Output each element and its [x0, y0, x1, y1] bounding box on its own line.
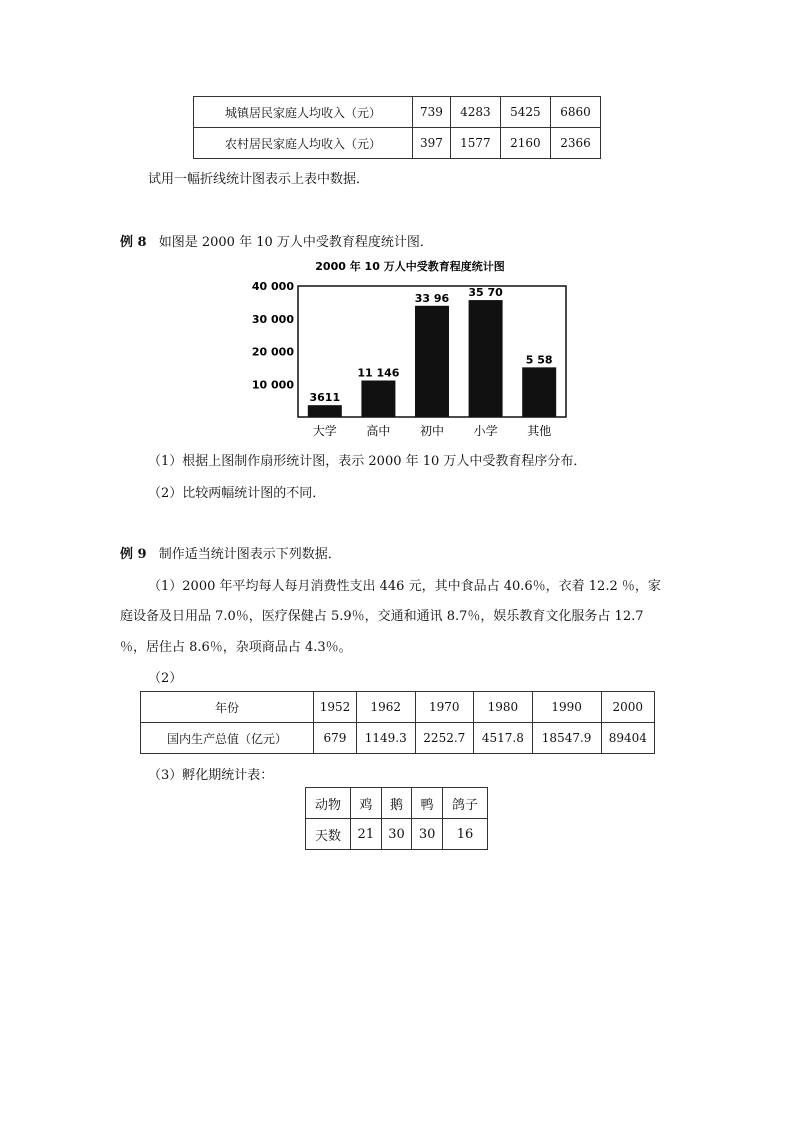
table-cell: 1577: [450, 128, 500, 159]
y-tick-label: 40 000: [251, 280, 294, 293]
x-tick-label: 其他: [527, 424, 552, 438]
table-header: 动物: [306, 788, 351, 819]
bar: [522, 367, 556, 417]
table-header: 鹅: [381, 788, 412, 819]
table-cell: 30: [381, 819, 412, 850]
table-header: 鸽子: [443, 788, 488, 819]
income-table: [193, 96, 601, 159]
bar: [469, 300, 503, 417]
question-2: （2）比较两幅统计图的不同．: [148, 486, 326, 501]
row-label: 农村居民家庭人均收入（元）: [194, 128, 413, 159]
table-header: 1962: [356, 692, 415, 723]
table-header: 1970: [415, 692, 474, 723]
bar: [415, 306, 449, 417]
table-cell: 679: [314, 723, 357, 754]
question-1: （1）根据上图制作扇形统计图，表示 2000 年 10 万人中受教育程序分布．: [148, 454, 587, 469]
table-cell: 6860: [550, 97, 600, 128]
table-cell: 30: [412, 819, 443, 850]
y-tick-label: 10 000: [251, 378, 294, 392]
example-9: [120, 543, 341, 562]
table-cell: 2252.7: [415, 723, 474, 754]
data-label: 11 146: [357, 366, 400, 380]
data-label: 3611: [309, 391, 341, 405]
table-cell: 5425: [500, 97, 550, 128]
table-cell: 4517.8: [474, 723, 533, 754]
bar: [308, 405, 342, 417]
example-tag: 例 8: [120, 235, 147, 250]
table-row: [306, 819, 488, 850]
table-header: 1952: [314, 692, 357, 723]
table-header: 2000: [601, 692, 654, 723]
x-tick-label: 高中: [366, 424, 391, 438]
paragraph-line: （1）2000 年平均每人每月消费性支出 446 元，其中食品占 40.6％，衣着 12.2 ％，家: [148, 579, 661, 594]
table-cell: 1149.3: [356, 723, 415, 754]
data-label: 5 58: [525, 353, 553, 367]
chart-title: 2000 年 10 万人中受教育程度统计图: [315, 260, 505, 273]
table-cell: 4283: [450, 97, 500, 128]
data-label: 35 70: [468, 286, 503, 300]
table-header: 年份: [141, 692, 314, 723]
instruction-line: 试用一幅折线统计图表示上表中数据．: [148, 172, 370, 187]
y-tick-label: 20 000: [251, 345, 294, 359]
table-cell: 2366: [550, 128, 600, 159]
education-bar-chart: [250, 254, 580, 444]
row-label: 国内生产总值（亿元）: [141, 723, 314, 754]
table-row: [194, 97, 601, 128]
table-cell: 18547.9: [532, 723, 601, 754]
paragraph-line: 庭设备及日用品 7.0％，医疗保健占 5.9％，交通和通讯 8.7％，娱乐教育文化服务占 12.7: [120, 609, 644, 624]
example-text: 如图是 2000 年 10 万人中受教育程度统计图．: [158, 235, 433, 250]
example-tag: 例 9: [120, 547, 147, 562]
table-row: [141, 723, 655, 754]
table-row: [194, 128, 601, 159]
table-cell: 89404: [601, 723, 654, 754]
bar: [361, 380, 395, 417]
table-cell: 739: [413, 97, 451, 128]
table-row: [306, 788, 488, 819]
x-tick-label: 小学: [473, 424, 498, 438]
example-8: [120, 231, 433, 250]
row-label: 城镇居民家庭人均收入（元）: [194, 97, 413, 128]
example-text: 制作适当统计图表示下列数据．: [158, 547, 341, 562]
table-cell: 21: [351, 819, 382, 850]
data-label: 33 96: [414, 291, 450, 305]
gdp-table: [140, 691, 655, 754]
paragraph-line: ％，居住占 8.6％，杂项商品占 4.3％。: [120, 640, 352, 655]
y-tick-label: 30 000: [251, 312, 294, 326]
table-cell: 397: [413, 128, 451, 159]
table-header: 1980: [474, 692, 533, 723]
table-header: 1990: [532, 692, 601, 723]
table-row: [141, 692, 655, 723]
item-label: （3）孵化期统计表：: [148, 768, 274, 783]
row-label: 天数: [306, 819, 351, 850]
item-label: （2）: [148, 671, 183, 686]
table-header: 鸭: [412, 788, 443, 819]
incubation-table: [305, 787, 488, 850]
table-cell: 2160: [500, 128, 550, 159]
table-header: 鸡: [351, 788, 382, 819]
x-tick-label: 大学: [312, 424, 337, 438]
table-cell: 16: [443, 819, 488, 850]
x-tick-label: 初中: [419, 424, 445, 438]
